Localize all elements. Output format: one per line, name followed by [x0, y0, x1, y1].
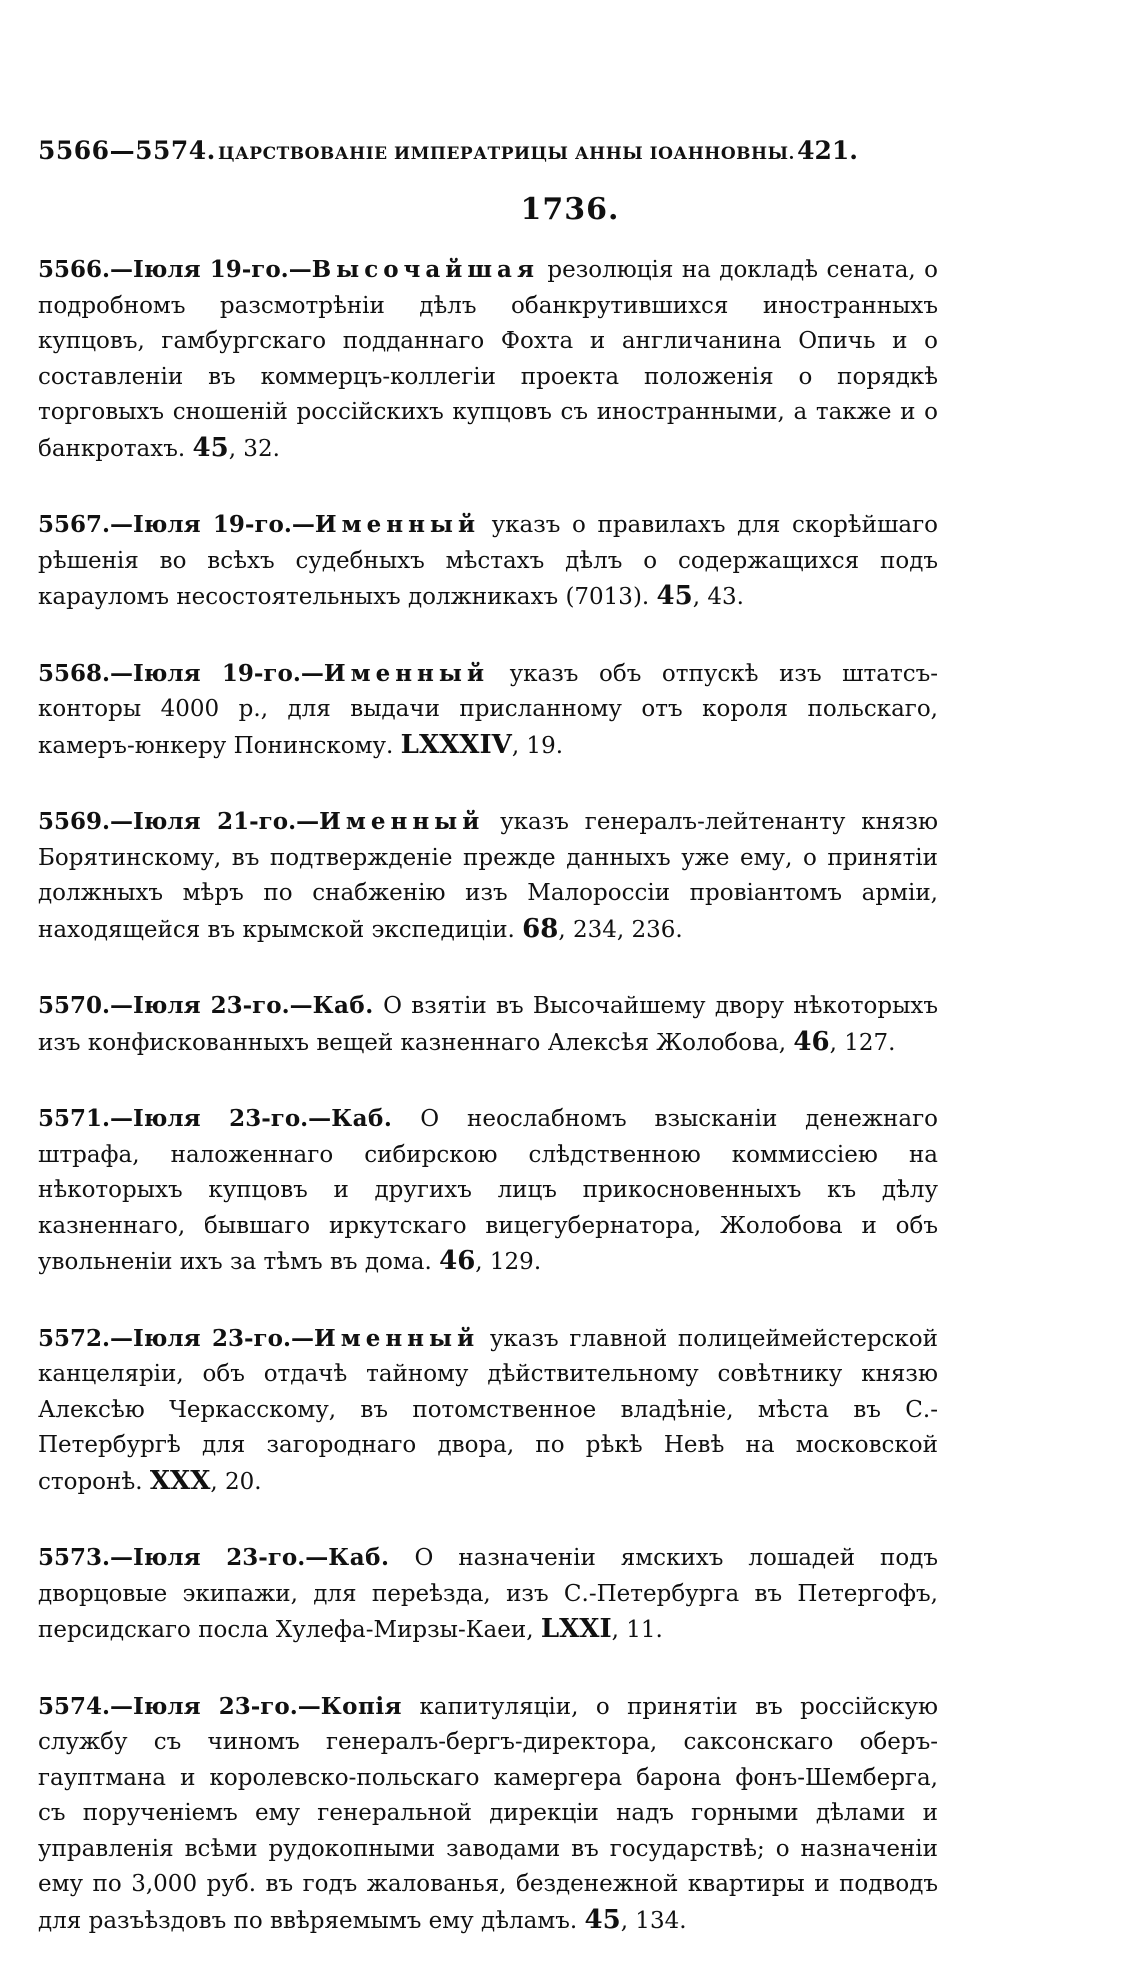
- entries-list: [38, 252, 938, 1979]
- entry-number: 5572.: [38, 1324, 111, 1352]
- entry-kind: Каб.: [312, 992, 374, 1019]
- entry-text: указъ главной полицеймейстерской канцеляріи, объ отдачѣ тайному дѣйствительному совѣтнику князю Алексѣю Черкасскому, въ потомственное владѣніе, мѣста въ С.-Петербургѣ для загороднаго двора, по рѣкѣ Невѣ на московской сторонѣ.: [38, 1325, 938, 1495]
- entry: [38, 1689, 938, 1940]
- entry-page: , 43.: [692, 584, 744, 610]
- entry-volume: 46: [793, 1026, 830, 1057]
- entry-kind: Именный: [314, 511, 481, 538]
- entry: [38, 252, 938, 467]
- entry-text: О взятіи въ Высочайшему двору нѣкоторыхъ изъ конфискованныхъ вещей казненнаго Алексѣя Жолобова,: [38, 993, 938, 1056]
- entry-text: О назначеніи ямскихъ лошадей подъ дворцовые экипажи, для переѣзда, изъ С.-Петербурга въ Петергофъ, персидскаго посла Хулефа-Мирзы-Каеи,: [38, 1545, 938, 1643]
- entry: [38, 656, 938, 765]
- entry-number: 5566.: [38, 256, 111, 283]
- entry-date: —Іюля 23-го.—: [110, 992, 313, 1019]
- entry-date: —Іюля 23-го.—: [110, 1692, 321, 1720]
- entry-kind: Каб.: [328, 1544, 390, 1571]
- entry-page: , 234, 236.: [558, 916, 683, 943]
- entry-page: , 11.: [611, 1617, 663, 1643]
- entry: [38, 1540, 938, 1649]
- entry-volume: 68: [522, 913, 559, 944]
- entry-volume: 46: [439, 1246, 476, 1276]
- entry: [38, 988, 938, 1061]
- entry: [38, 804, 938, 948]
- entry-number: 5570.: [38, 992, 111, 1019]
- entry-date: —Іюля 19-го.—: [110, 511, 315, 538]
- entry-text: резолюція на докладѣ сената, о подробномъ разсмотрѣніи дѣлъ обанкрутившихся иностранныхъ купцовъ, гамбургскаго подданнаго Фохта и англичанина Опичь и о составленіи въ коммерцъ-коллегіи проекта положенія о порядкѣ торговыхъ сношеній россійскихъ купцовъ съ иностранными, а также и о банкротахъ.: [38, 257, 938, 462]
- entry-kind: Именный: [319, 808, 485, 835]
- entry-date: —Іюля 23-го.—: [110, 1324, 314, 1352]
- entry-text: указъ генералъ-лейтенанту князю Борятинскому, въ подтвержденіе прежде данныхъ уже ему, о принятіи должныхъ мѣръ по снабженію изъ Малороссіи провіантомъ арміи, находящейся въ крымской экспедиціи.: [38, 809, 938, 943]
- entry-date: —Іюля 19-го.—: [110, 256, 312, 283]
- entry-text: О неослабномъ взысканіи денежнаго штрафа, наложеннаго сибирскою слѣдственною коммиссіею на нѣкоторыхъ купцовъ и другихъ лицъ прикосновенныхъ къ дѣлу казненнаго, бывшаго иркутскаго вицегубернатора, Жолобова и объ увольненіи ихъ за тѣмъ въ дома.: [38, 1106, 938, 1275]
- year-heading: 1736.: [520, 192, 620, 227]
- entry: [38, 507, 938, 616]
- entry-number: 5568.: [38, 659, 111, 687]
- entry-volume: 45: [656, 581, 693, 611]
- entry-volume: LXXI: [540, 1614, 612, 1644]
- entry-date: —Іюля 21-го.—: [110, 808, 320, 835]
- entry-page: , 129.: [475, 1249, 542, 1275]
- entry-volume: XXX: [149, 1465, 211, 1496]
- entry-date: —Іюля 23-го.—: [110, 1105, 332, 1132]
- entry-volume: 45: [584, 1904, 621, 1935]
- entry-page: , 32.: [228, 435, 280, 462]
- entry-kind: Высочайшая: [311, 256, 539, 283]
- entry: [38, 1321, 938, 1501]
- entry-volume: LXXXIV: [400, 729, 512, 760]
- entry-date: —Іюля 19-го.—: [110, 659, 324, 687]
- entry-page: , 134.: [620, 1907, 687, 1934]
- entry-text: капитуляціи, о принятіи въ россійскую службу съ чиномъ генералъ-бергъ-директора, саксонскаго оберъ-гауптмана и королевско-польскаго камергера барона фонъ-Шемберга, съ порученіемъ ему генеральной дирекціи надъ горными дѣлами и управленія всѣми рудокопными заводами въ государствѣ; о назначеніи ему по 3,000 руб. въ годъ жалованья, безденежной квартиры и подводъ для разъѣздовъ по ввѣряемымъ ему дѣламъ.: [38, 1693, 939, 1934]
- entry-page: , 127.: [829, 1029, 896, 1056]
- entry-kind: Именный: [323, 659, 490, 687]
- page-number: 421.: [797, 136, 858, 165]
- entry-page: , 19.: [511, 732, 564, 759]
- running-head: [38, 136, 858, 165]
- entry-kind: Каб.: [331, 1105, 393, 1132]
- entry-number: 5569.: [38, 808, 111, 835]
- entry-date: —Іюля 23-го.—: [110, 1544, 329, 1571]
- entry-kind: Копія: [320, 1692, 403, 1720]
- entry-page: , 20.: [210, 1468, 262, 1495]
- entry: [38, 1101, 938, 1281]
- entry-text: указъ объ отпускѣ изъ штатсъ-конторы 4000 р., для выдачи присланному отъ короля польскаго, камеръ-юнкеру Понинскому.: [38, 660, 938, 759]
- entry-text: указъ о правилахъ для скорѣйшаго рѣшенія во всѣхъ судебныхъ мѣстахъ дѣлъ о содержащихся подъ карауломъ несостоятельныхъ должникахъ (7013).: [38, 512, 938, 610]
- entry-number: 5573.: [38, 1544, 111, 1571]
- entry-kind: Именный: [314, 1324, 480, 1352]
- entry-number: 5574.: [38, 1692, 111, 1720]
- entry-range: 5566—5574.: [38, 136, 216, 165]
- entry-volume: 45: [192, 432, 229, 463]
- running-title: ЦАРСТВОВАНІЕ ИМПЕРАТРИЦЫ АННЫ ІОАННОВНЫ.: [218, 144, 795, 164]
- entry-number: 5571.: [38, 1105, 111, 1132]
- entry-number: 5567.: [38, 511, 111, 538]
